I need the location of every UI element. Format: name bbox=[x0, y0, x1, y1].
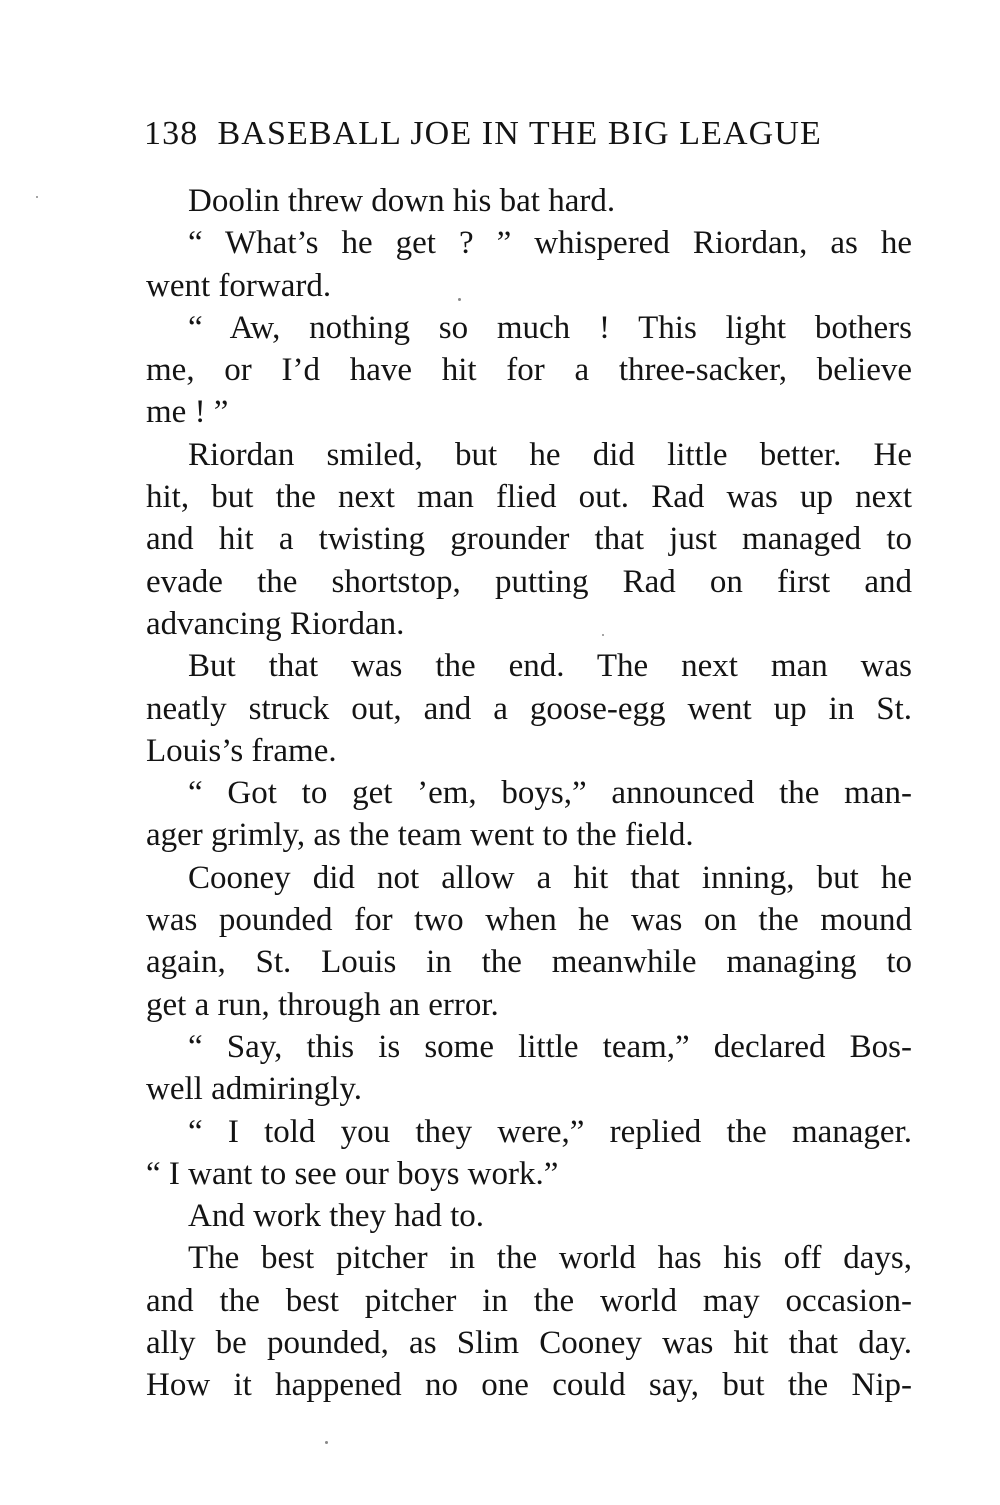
running-title: BASEBALL JOE IN THE BIG LEAGUE bbox=[217, 115, 822, 152]
page-header bbox=[144, 112, 914, 156]
page-number: 138 bbox=[144, 115, 199, 152]
text-line: ally be pounded, as Slim Cooney was hit that day. bbox=[146, 1325, 912, 1362]
text-line: again, St. Louis in the meanwhile managing to bbox=[146, 944, 912, 981]
text-line: well admiringly. bbox=[146, 1071, 362, 1108]
text-line: “ I want to see our boys work.” bbox=[146, 1155, 559, 1192]
text-line: Louis’s frame. bbox=[146, 732, 337, 769]
text-line: Cooney did not allow a hit that inning, but he bbox=[188, 859, 912, 896]
text-line: evade the shortstop, putting Rad on first and bbox=[146, 563, 912, 600]
text-line: was pounded for two when he was on the mound bbox=[146, 902, 912, 939]
text-line: hit, but the next man flied out. Rad was up next bbox=[146, 479, 912, 516]
text-line: me ! ” bbox=[146, 394, 229, 431]
body-text bbox=[146, 180, 912, 1407]
paper-speck bbox=[602, 634, 604, 636]
text-line: Doolin threw down his bat hard. bbox=[188, 183, 616, 219]
text-line: me, or I’d have hit for a three-sacker, believe bbox=[146, 352, 912, 389]
text-line: advancing Riordan. bbox=[146, 605, 405, 642]
text-line: “ What’s he get ? ” whispered Riordan, as he bbox=[188, 225, 912, 262]
text-line: “ Got to get ’em, boys,” announced the man- bbox=[188, 775, 912, 812]
paper-speck bbox=[325, 1441, 328, 1444]
text-line: How it happened no one could say, but the Nip- bbox=[146, 1367, 912, 1404]
text-line: went forward. bbox=[146, 267, 332, 304]
text-line: The best pitcher in the world has his off days, bbox=[188, 1240, 912, 1277]
text-line: But that was the end. The next man was bbox=[188, 648, 912, 685]
text-line: and hit a twisting grounder that just managed to bbox=[146, 521, 912, 558]
text-line: ager grimly, as the team went to the field. bbox=[146, 817, 694, 854]
text-line: “ Aw, nothing so much ! This light bothers bbox=[188, 309, 912, 346]
paper-speck bbox=[458, 298, 461, 301]
text-line: and the best pitcher in the world may occasion- bbox=[146, 1282, 912, 1319]
text-line: And work they had to. bbox=[188, 1198, 485, 1235]
text-line: “ I told you they were,” replied the manager. bbox=[188, 1113, 912, 1150]
paper-speck bbox=[36, 196, 38, 198]
text-line: neatly struck out, and a goose-egg went up in St. bbox=[146, 690, 912, 727]
text-line: “ Say, this is some little team,” declared Bos- bbox=[188, 1028, 912, 1065]
text-line: Riordan smiled, but he did little better. He bbox=[188, 436, 912, 473]
text-line: get a run, through an error. bbox=[146, 986, 499, 1023]
